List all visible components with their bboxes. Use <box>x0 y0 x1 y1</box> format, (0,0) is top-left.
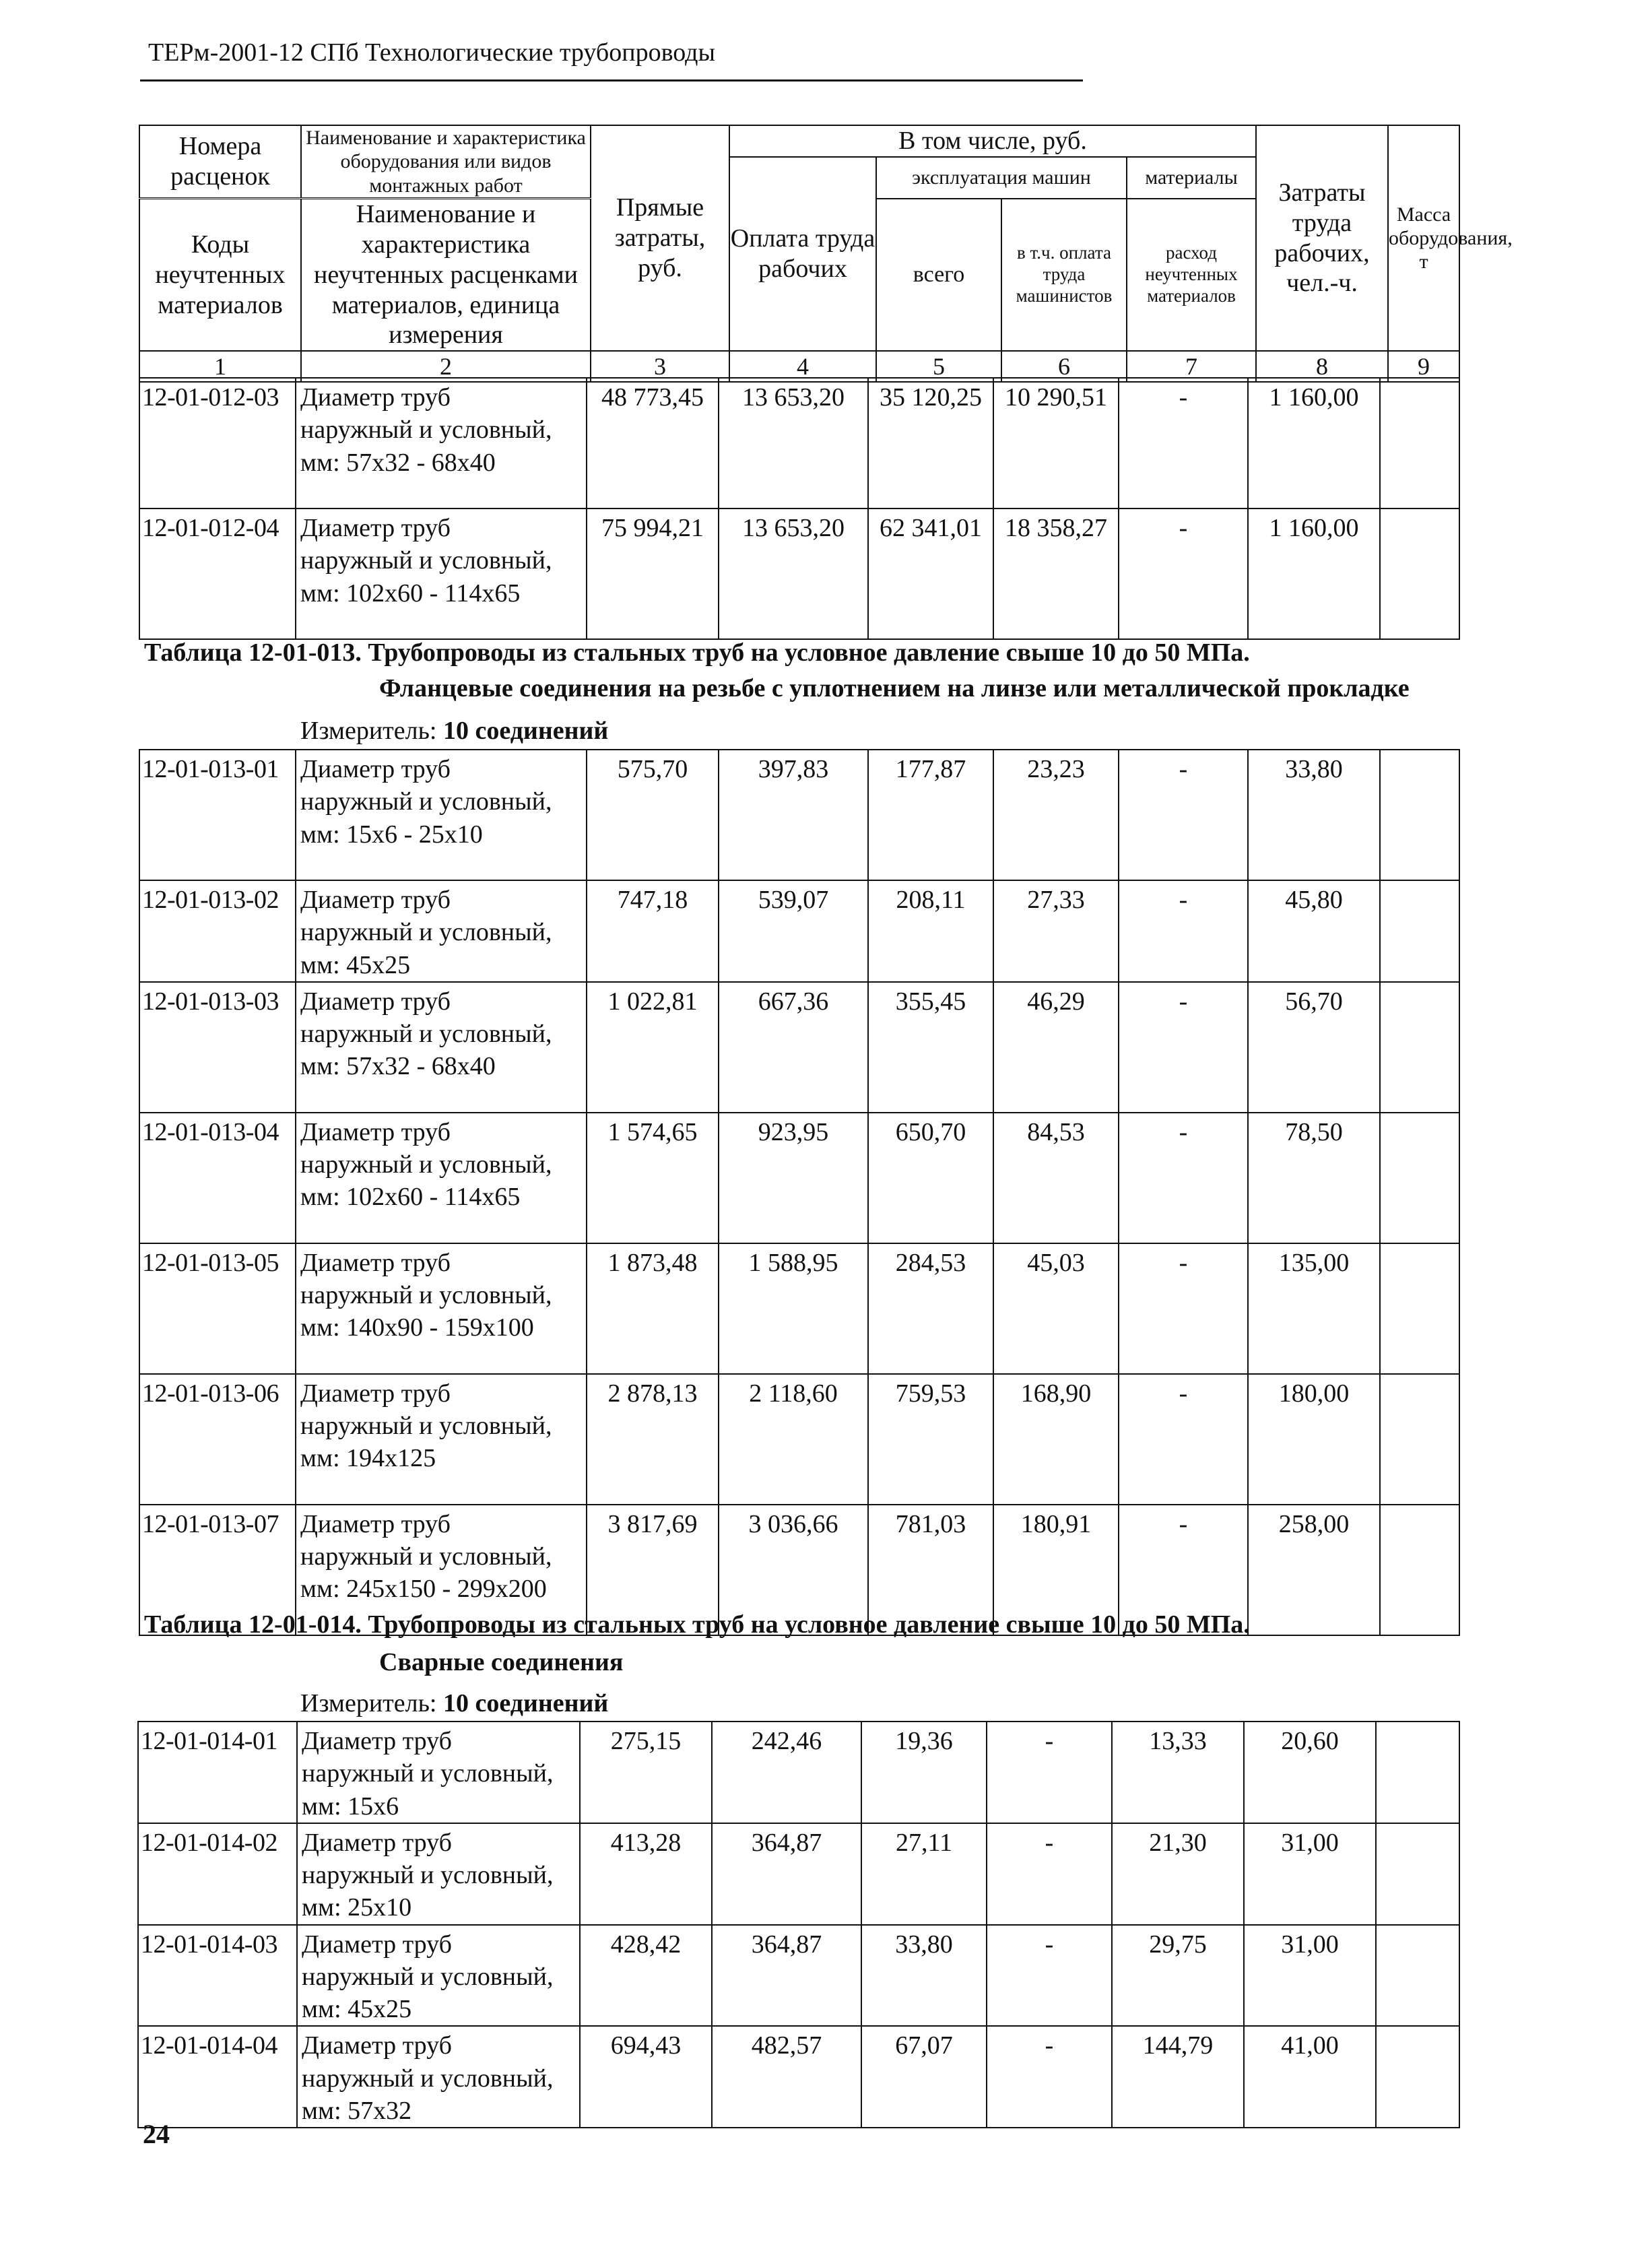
machine-total: 35 120,25 <box>868 378 993 509</box>
direct-costs: 413,28 <box>580 1823 712 1925</box>
column-number: 2 <box>301 351 591 382</box>
column-number: 5 <box>876 351 1001 382</box>
table-row <box>139 1113 1459 1243</box>
rate-code: 12-01-012-03 <box>139 378 296 509</box>
labor-hours: 258,00 <box>1248 1505 1380 1635</box>
rate-code: 12-01-013-01 <box>139 750 296 880</box>
table-12-01-014 <box>137 1721 1460 2128</box>
table-row <box>139 1374 1459 1505</box>
worker-pay: 13 653,20 <box>719 509 868 639</box>
table-12-01-012 <box>139 377 1460 640</box>
direct-costs: 48 773,45 <box>587 378 719 509</box>
direct-costs: 747,18 <box>587 880 719 982</box>
equipment-mass <box>1380 880 1459 982</box>
labor-hours: 180,00 <box>1248 1374 1380 1505</box>
work-name <box>297 2026 580 2128</box>
labor-hours: 135,00 <box>1248 1243 1380 1374</box>
labor-hours: 31,00 <box>1244 1925 1376 2027</box>
worker-pay: 242,46 <box>712 1722 861 1823</box>
machinist-pay: - <box>987 2026 1112 2128</box>
work-name <box>296 1113 587 1243</box>
work-name <box>296 880 587 982</box>
page-header: ТЕРм-2001-12 СПб Технологические трубопроводы <box>148 38 716 67</box>
name-line: мм: 57х32 - 68х40 <box>300 448 496 477</box>
materials: - <box>1119 750 1248 880</box>
name-line: мм: 102х60 - 114х65 <box>300 579 521 608</box>
machine-total: 284,53 <box>868 1243 993 1374</box>
name-line: наружный и условный, <box>300 1412 552 1440</box>
labor-hours: 45,80 <box>1248 880 1380 982</box>
work-name <box>296 982 587 1113</box>
materials: - <box>1119 1374 1248 1505</box>
equipment-mass <box>1380 1505 1459 1635</box>
rate-code: 12-01-014-01 <box>138 1722 297 1823</box>
name-line: наружный и условный, <box>300 1020 552 1048</box>
machine-total: 177,87 <box>868 750 993 880</box>
equipment-mass <box>1380 1243 1459 1374</box>
name-line: Диаметр труб <box>302 1930 453 1959</box>
worker-pay: 539,07 <box>719 880 868 982</box>
work-name <box>297 1925 580 2027</box>
equipment-mass <box>1376 1925 1459 2027</box>
work-name <box>296 1374 587 1505</box>
name-line: мм: 57х32 <box>302 2096 412 2125</box>
worker-pay: 3 036,66 <box>719 1505 868 1635</box>
header-equipment-mass: Масса оборудования, т <box>1388 125 1459 351</box>
name-line: Диаметр труб <box>300 755 451 783</box>
name-line: наружный и условный, <box>300 918 552 947</box>
worker-pay: 923,95 <box>719 1113 868 1243</box>
direct-costs: 1 574,65 <box>587 1113 719 1243</box>
rate-code: 12-01-013-02 <box>139 880 296 982</box>
header-unaccounted-materials: Наименование и характеристика неучтенных расценками материалов, единица измерения <box>301 199 591 352</box>
materials: 21,30 <box>1112 1823 1244 1925</box>
table-row <box>138 2026 1459 2128</box>
direct-costs: 2 878,13 <box>587 1374 719 1505</box>
name-line: мм: 194х125 <box>300 1444 436 1473</box>
name-line: наружный и условный, <box>300 787 552 816</box>
worker-pay: 13 653,20 <box>719 378 868 509</box>
machinist-pay: 180,91 <box>993 1505 1119 1635</box>
name-line: Диаметр труб <box>300 886 451 914</box>
work-name <box>296 378 587 509</box>
rate-code: 12-01-013-04 <box>139 1113 296 1243</box>
name-line: наружный и условный, <box>302 2064 554 2093</box>
direct-costs: 428,42 <box>580 1925 712 2027</box>
header-work-name: Наименование и характеристика оборудования или видов монтажных работ <box>301 125 591 199</box>
materials: 29,75 <box>1112 1925 1244 2027</box>
direct-costs: 694,43 <box>580 2026 712 2128</box>
machinist-pay: 46,29 <box>993 982 1119 1113</box>
name-line: мм: 15х6 <box>302 1792 399 1821</box>
table-013-caption-line2: Фланцевые соединения на резьбе с уплотнением на линзе или металлической прокладке <box>379 674 1410 702</box>
name-line: Диаметр труб <box>302 2031 453 2060</box>
rate-code: 12-01-013-03 <box>139 982 296 1113</box>
equipment-mass <box>1380 509 1459 639</box>
materials: - <box>1119 1113 1248 1243</box>
table-row <box>138 1722 1459 1823</box>
name-line: мм: 45х25 <box>302 1995 412 2023</box>
machinist-pay: 84,53 <box>993 1113 1119 1243</box>
machine-total: 62 341,01 <box>868 509 993 639</box>
equipment-mass <box>1380 982 1459 1113</box>
equipment-mass <box>1376 1823 1459 1925</box>
machinist-pay: 27,33 <box>993 880 1119 982</box>
materials: - <box>1119 1505 1248 1635</box>
machine-total: 759,53 <box>868 1374 993 1505</box>
machine-total: 781,03 <box>868 1505 993 1635</box>
header-worker-pay: Оплата труда рабочих <box>729 157 876 351</box>
header-unaccounted-codes: Коды неучтенных материалов <box>139 199 301 352</box>
materials: - <box>1119 1243 1248 1374</box>
table-row <box>139 750 1459 880</box>
name-line: мм: 57х32 - 68х40 <box>300 1052 496 1081</box>
materials: 144,79 <box>1112 2026 1244 2128</box>
materials: - <box>1119 982 1248 1113</box>
table-013-caption-line1: Таблица 12-01-013. Трубопроводы из стальных труб на условное давление свыше 10 до 50 МПа. <box>144 638 1250 667</box>
rate-code: 12-01-014-04 <box>138 2026 297 2128</box>
machinist-pay: 168,90 <box>993 1374 1119 1505</box>
direct-costs: 1 022,81 <box>587 982 719 1113</box>
direct-costs: 1 873,48 <box>587 1243 719 1374</box>
machinist-pay: 23,23 <box>993 750 1119 880</box>
table-014-caption-line1: Таблица 12-01-014. Трубопроводы из стальных труб на условное давление свыше 10 до 50 МПа. <box>144 1610 1250 1639</box>
labor-hours: 41,00 <box>1244 2026 1376 2128</box>
machinist-pay: - <box>987 1722 1112 1823</box>
header-machine-total: всего <box>876 199 1001 352</box>
column-number: 9 <box>1388 351 1459 382</box>
column-number: 3 <box>591 351 729 382</box>
rate-code: 12-01-014-03 <box>138 1925 297 2027</box>
header-labor-hours: Затраты труда рабочих, чел.-ч. <box>1256 125 1388 351</box>
name-line: наружный и условный, <box>300 1150 552 1179</box>
equipment-mass <box>1380 1374 1459 1505</box>
worker-pay: 667,36 <box>719 982 868 1113</box>
labor-hours: 1 160,00 <box>1248 378 1380 509</box>
name-line: Диаметр труб <box>302 1828 453 1857</box>
rate-code: 12-01-014-02 <box>138 1823 297 1925</box>
name-line: наружный и условный, <box>302 1962 554 1991</box>
name-line: Диаметр труб <box>300 383 451 412</box>
header-including: В том числе, руб. <box>729 125 1256 157</box>
meter-label: Измеритель: <box>300 1689 437 1717</box>
page-number: 24 <box>143 2119 170 2149</box>
table-12-01-013 <box>139 749 1460 1636</box>
name-line: наружный и условный, <box>302 1861 554 1889</box>
header-rate-number: Номера расценок <box>139 125 301 199</box>
name-line: наружный и условный, <box>300 1281 552 1309</box>
worker-pay: 364,87 <box>712 1925 861 2027</box>
name-line: Диаметр труб <box>300 987 451 1016</box>
work-name <box>296 1243 587 1374</box>
direct-costs: 275,15 <box>580 1722 712 1823</box>
rate-code: 12-01-012-04 <box>139 509 296 639</box>
labor-hours: 78,50 <box>1248 1113 1380 1243</box>
equipment-mass <box>1380 378 1459 509</box>
name-line: мм: 15х6 - 25х10 <box>300 820 483 849</box>
table-row <box>139 1243 1459 1374</box>
table-row <box>138 1925 1459 2027</box>
materials: - <box>1119 509 1248 639</box>
machinist-pay: 45,03 <box>993 1243 1119 1374</box>
table-row <box>139 509 1459 639</box>
name-line: Диаметр труб <box>300 1509 451 1538</box>
rate-code: 12-01-013-06 <box>139 1374 296 1505</box>
worker-pay: 1 588,95 <box>719 1243 868 1374</box>
name-line: наружный и условный, <box>302 1759 554 1788</box>
header-machinist-pay: в т.ч. оплата труда машинистов <box>1001 199 1127 352</box>
column-number: 6 <box>1001 351 1127 382</box>
machine-total: 27,11 <box>861 1823 987 1925</box>
machine-total: 650,70 <box>868 1113 993 1243</box>
labor-hours: 56,70 <box>1248 982 1380 1113</box>
machine-total: 67,07 <box>861 2026 987 2128</box>
rate-code: 12-01-013-07 <box>139 1505 296 1635</box>
column-number: 8 <box>1256 351 1388 382</box>
table-014-meter <box>300 1689 608 1718</box>
name-line: мм: 25х10 <box>302 1893 412 1922</box>
table-013-meter <box>300 716 608 746</box>
work-name <box>296 509 587 639</box>
machinist-pay: - <box>987 1925 1112 2027</box>
materials: - <box>1119 378 1248 509</box>
column-number: 7 <box>1127 351 1256 382</box>
table-row <box>139 378 1459 509</box>
name-line: мм: 140х90 - 159х100 <box>300 1313 534 1342</box>
direct-costs: 75 994,21 <box>587 509 719 639</box>
column-number: 1 <box>139 351 301 382</box>
meter-value: 10 соединений <box>443 717 609 745</box>
header-rule <box>140 79 1083 81</box>
name-line: Диаметр труб <box>300 514 451 542</box>
table-row <box>138 1823 1459 1925</box>
worker-pay: 397,83 <box>719 750 868 880</box>
table-row <box>139 880 1459 982</box>
machinist-pay: - <box>987 1823 1112 1925</box>
column-number: 4 <box>729 351 876 382</box>
name-line: мм: 245х150 - 299х200 <box>300 1575 547 1604</box>
name-line: Диаметр труб <box>300 1117 451 1146</box>
machinist-pay: 18 358,27 <box>993 509 1119 639</box>
header-materials: материалы <box>1127 157 1256 199</box>
worker-pay: 364,87 <box>712 1823 861 1925</box>
header-machine-operation: эксплуатация машин <box>876 157 1127 199</box>
name-line: мм: 45х25 <box>300 950 411 979</box>
equipment-mass <box>1376 1722 1459 1823</box>
table-row <box>139 982 1459 1113</box>
work-name <box>297 1722 580 1823</box>
machinist-pay: 10 290,51 <box>993 378 1119 509</box>
machine-total: 208,11 <box>868 880 993 982</box>
materials: 13,33 <box>1112 1722 1244 1823</box>
machine-total: 355,45 <box>868 982 993 1113</box>
header-material-consumption: расход неучтенных материалов <box>1127 199 1256 352</box>
labor-hours: 33,80 <box>1248 750 1380 880</box>
machine-total: 33,80 <box>861 1925 987 2027</box>
column-header-table <box>139 125 1513 383</box>
direct-costs: 3 817,69 <box>587 1505 719 1635</box>
meter-label: Измеритель: <box>300 717 437 745</box>
worker-pay: 482,57 <box>712 2026 861 2128</box>
work-name <box>297 1823 580 1925</box>
labor-hours: 31,00 <box>1244 1823 1376 1925</box>
work-name <box>296 750 587 880</box>
direct-costs: 575,70 <box>587 750 719 880</box>
table-014-caption-line2: Сварные соединения <box>379 1648 624 1676</box>
header-direct-costs: Прямые затраты, руб. <box>591 125 729 351</box>
name-line: наружный и условный, <box>300 546 552 575</box>
equipment-mass <box>1376 2026 1459 2128</box>
name-line: Диаметр труб <box>302 1727 453 1755</box>
name-line: Диаметр труб <box>300 1248 451 1277</box>
rate-code: 12-01-013-05 <box>139 1243 296 1374</box>
meter-value: 10 соединений <box>443 1689 609 1717</box>
name-line: Диаметр труб <box>300 1379 451 1408</box>
labor-hours: 20,60 <box>1244 1722 1376 1823</box>
machine-total: 19,36 <box>861 1722 987 1823</box>
name-line: наружный и условный, <box>300 416 552 445</box>
equipment-mass <box>1380 750 1459 880</box>
name-line: мм: 102х60 - 114х65 <box>300 1183 521 1212</box>
labor-hours: 1 160,00 <box>1248 509 1380 639</box>
materials: - <box>1119 880 1248 982</box>
equipment-mass <box>1380 1113 1459 1243</box>
worker-pay: 2 118,60 <box>719 1374 868 1505</box>
name-line: наружный и условный, <box>300 1542 552 1571</box>
